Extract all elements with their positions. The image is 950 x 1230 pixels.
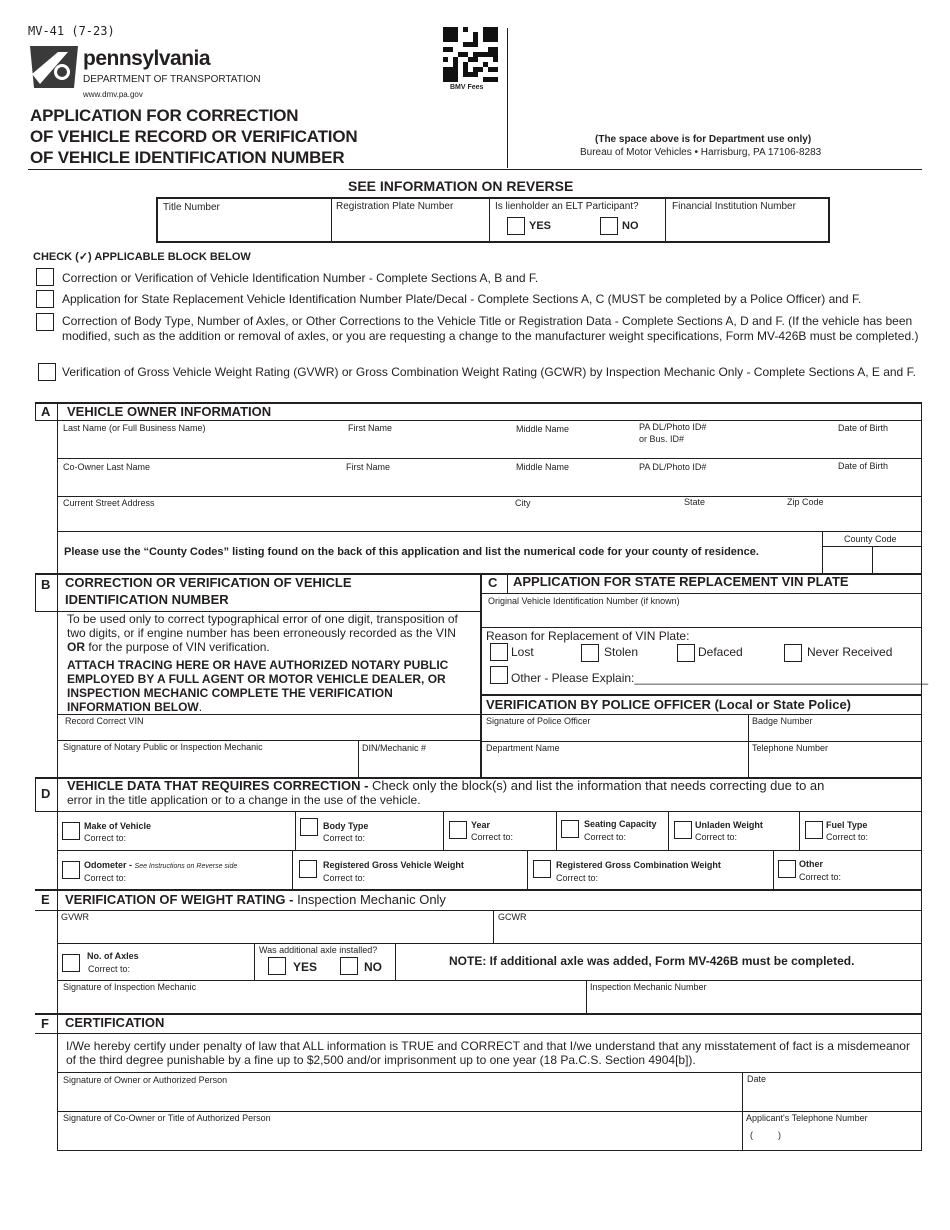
rule [35, 811, 922, 812]
elt-yes-label: YES [529, 220, 552, 232]
axle-no-label: NO [364, 960, 382, 974]
title-line-2: OF VEHICLE RECORD OR VERIFICATION [30, 127, 358, 146]
axles-label: No. of Axles [87, 951, 139, 961]
year-checkbox[interactable] [449, 821, 467, 839]
see-reverse-heading: SEE INFORMATION ON REVERSE [348, 178, 574, 194]
body-type-correct-to[interactable]: Correct to: [323, 833, 366, 843]
date-field[interactable]: Date [747, 1074, 767, 1084]
qr-caption: BMV Fees [450, 84, 484, 91]
rule [292, 850, 293, 890]
title-line-1: APPLICATION FOR CORRECTION [30, 106, 299, 125]
rule [480, 714, 922, 715]
notary-signature-field[interactable]: Signature of Notary Public or Inspection Mechanic [63, 742, 263, 752]
rule [443, 811, 444, 850]
reason-stolen-checkbox[interactable] [581, 644, 599, 662]
rule [799, 811, 800, 850]
section-d-desc-1: Check only the block(s) and list the information that needs correcting due to an [372, 778, 825, 793]
section-b-body [67, 612, 475, 654]
divider [489, 198, 490, 242]
rule [57, 889, 58, 1014]
rule [668, 811, 669, 850]
section-d-title: VEHICLE DATA THAT REQUIRES CORRECTION - [67, 778, 369, 793]
section-c-letter: C [488, 575, 498, 590]
registration-plate-field[interactable]: Registration Plate Number [336, 201, 454, 212]
section-e-letter: E [41, 892, 50, 907]
header-rule [28, 169, 922, 170]
rule [493, 910, 494, 943]
co-owner-pa-dl-field[interactable]: PA DL/Photo ID# [639, 462, 707, 472]
rgvw-correct-to[interactable]: Correct to: [323, 873, 366, 883]
city-field[interactable]: City [515, 498, 531, 508]
financial-institution-field[interactable]: Financial Institution Number [672, 201, 796, 212]
co-owner-dob-field[interactable]: Date of Birth [838, 461, 889, 471]
department-name-field[interactable]: Department Name [486, 743, 560, 753]
rule [35, 611, 57, 612]
rule [480, 593, 922, 594]
reason-stolen-label: Stolen [604, 645, 639, 659]
elt-no-label: NO [622, 220, 639, 232]
rule [507, 573, 508, 593]
applicant-phone-input[interactable]: ( ) [750, 1130, 781, 1140]
rule [254, 943, 255, 980]
rule [57, 1150, 922, 1151]
street-address-field[interactable]: Current Street Address [63, 498, 155, 508]
rule [358, 740, 359, 778]
bureau-address: Bureau of Motor Vehicles • Harrisburg, PA 17106-8283 [580, 147, 822, 158]
option-checkbox-replacement[interactable] [36, 290, 54, 308]
option-text-gvwr: Verification of Gross Vehicle Weight Rating (GVWR) or Gross Combination Weight Rating (GCWR) by Inspection Mechanic Only - Complete Sections A, E and F. [62, 365, 916, 379]
check-heading: CHECK (✓) APPLICABLE BLOCK BELOW [33, 251, 251, 263]
dob-field[interactable]: Date of Birth [838, 423, 889, 433]
record-vin-field[interactable]: Record Correct VIN [65, 716, 144, 726]
section-b-title-2: IDENTIFICATION NUMBER [65, 592, 229, 607]
police-verification-title: VERIFICATION BY POLICE OFFICER (Local or State Police) [486, 697, 852, 712]
unladen-checkbox[interactable] [674, 821, 692, 839]
option-checkbox-vin[interactable] [36, 268, 54, 286]
rule [527, 850, 528, 890]
section-b-attach-text: ATTACH TRACING HERE OR HAVE AUTHORIZED NOTARY PUBLIC EMPLOYED BY A FULL AGENT OR MOTOR VEHICLE DEALER, OR INSPECTION MECHANIC COMPLETE THE VERIFICATION INFORMATION BELOW [67, 658, 449, 714]
rgcw-checkbox[interactable] [533, 860, 551, 878]
county-code-input[interactable] [822, 546, 922, 574]
applicant-phone-label: Applicant's Telephone Number [746, 1113, 868, 1123]
replacement-reason-label: Reason for Replacement of VIN Plate: [486, 629, 690, 643]
rule [57, 1111, 922, 1112]
co-owner-middle-name-field[interactable]: Middle Name [516, 462, 570, 472]
axle-note: NOTE: If additional axle was added, Form MV-426B must be completed. [449, 954, 855, 968]
option-text-replacement: Application for State Replacement Vehicle Identification Number Plate/Decal - Complete Sections A, C (MUST be completed by a Police Officer) and F. [62, 292, 862, 306]
rule [921, 889, 922, 1014]
section-b-attach-period: . [198, 700, 203, 714]
reason-defaced-label: Defaced [698, 645, 743, 659]
website: www.dmv.pa.gov [83, 90, 143, 99]
county-note: Please use the “County Codes” listing found on the back of this application and list the numerical code for your county of residence. [64, 546, 759, 558]
rule [57, 714, 480, 715]
form-code: MV-41 (7-23) [28, 24, 115, 38]
section-b-title-1: CORRECTION OR VERIFICATION OF VEHICLE [65, 575, 352, 590]
section-a-letter: A [41, 404, 51, 419]
rule [480, 741, 922, 742]
reason-lost-label: Lost [511, 645, 534, 659]
certification-text: I/We hereby certify under penalty of law that ALL information is TRUE and CORRECT and that I/we understand that any misstatement of fact is a misdemeanor of the third degree punishable by a fine up to $2,500 and/or imprisonment up to one year (18 Pa.C.S. Section 4904[b]). [66, 1039, 910, 1067]
mechanic-signature-field[interactable]: Signature of Inspection Mechanic [63, 982, 197, 992]
elt-question: Is lienholder an ELT Participant? [495, 201, 639, 212]
rule [57, 402, 58, 574]
rule [748, 714, 749, 778]
reason-lost-checkbox[interactable] [490, 643, 508, 661]
divider [665, 198, 666, 242]
coowner-signature-field[interactable]: Signature of Co-Owner or Title of Authorized Person [63, 1113, 271, 1123]
rule [35, 402, 36, 420]
body-type-checkbox[interactable] [300, 818, 318, 836]
section-d-desc-2: error in the title application or to a change in the use of the vehicle. [67, 793, 421, 807]
mechanic-number-field[interactable]: Inspection Mechanic Number [590, 982, 707, 992]
rule [35, 777, 36, 811]
middle-name-field[interactable]: Middle Name [516, 424, 570, 434]
rule [35, 573, 36, 611]
year-correct-to[interactable]: Correct to: [471, 832, 514, 842]
option-text-vin: Correction or Verification of Vehicle Identification Number - Complete Sections A, B and F. [62, 271, 539, 285]
option-checkbox-body[interactable] [36, 313, 54, 331]
title-number-field[interactable]: Title Number [163, 202, 220, 213]
rule [57, 943, 922, 944]
rgvw-checkbox[interactable] [299, 860, 317, 878]
bus-id-label: or Bus. ID# [639, 434, 685, 444]
rule [586, 980, 587, 1014]
rule [480, 573, 482, 778]
odometer-label-group [84, 859, 237, 873]
original-vin-field[interactable]: Original Vehicle Identification Number (if known) [488, 596, 680, 606]
rule [35, 889, 922, 891]
odometer-label: Odometer - [84, 860, 133, 870]
rgcw-label: Registered Gross Combination Weight [556, 860, 721, 870]
section-b-attach [67, 658, 477, 714]
owner-signature-field[interactable]: Signature of Owner or Authorized Person [63, 1075, 228, 1085]
section-b-letter: B [41, 577, 51, 592]
section-d-letter: D [41, 786, 51, 801]
odometer-checkbox[interactable] [62, 861, 80, 879]
reason-never-received-checkbox[interactable] [784, 644, 802, 662]
body-type-label: Body Type [323, 821, 369, 831]
unladen-label: Unladen Weight [695, 820, 763, 830]
rule [57, 573, 58, 778]
option-checkbox-gvwr[interactable] [38, 363, 56, 381]
pa-dl-field[interactable]: PA DL/Photo ID# [639, 422, 707, 432]
state-name: pennsylvania [83, 47, 211, 70]
year-label: Year [471, 820, 491, 830]
rule [480, 694, 922, 696]
axle-yes-label: YES [293, 960, 318, 974]
seating-correct-to[interactable]: Correct to: [584, 832, 627, 842]
other-label: Other [799, 859, 824, 869]
telephone-number-field[interactable]: Telephone Number [752, 743, 829, 753]
section-b-body-2: for the purpose of VIN verification. [88, 640, 270, 654]
rule [57, 777, 58, 890]
rule [395, 943, 396, 980]
rgvw-label: Registered Gross Vehicle Weight [323, 860, 464, 870]
section-a-title: VEHICLE OWNER INFORMATION [67, 404, 272, 419]
reason-other-checkbox[interactable] [490, 666, 508, 684]
reason-never-received-label: Never Received [807, 645, 893, 659]
county-code-label: County Code [844, 534, 897, 544]
section-f-title: CERTIFICATION [65, 1015, 165, 1030]
fuel-correct-to[interactable]: Correct to: [826, 832, 869, 842]
odometer-note: See Instructions on Reverse side [134, 863, 238, 870]
other-checkbox[interactable] [778, 860, 796, 878]
section-e-title: VERIFICATION OF WEIGHT RATING - [65, 892, 294, 907]
rule [57, 850, 922, 851]
co-owner-last-name-field[interactable]: Co-Owner Last Name [63, 462, 151, 472]
police-signature-field[interactable]: Signature of Police Officer [486, 716, 591, 726]
elt-yes-checkbox[interactable] [507, 217, 525, 235]
reason-defaced-checkbox[interactable] [677, 644, 695, 662]
seating-checkbox[interactable] [561, 820, 579, 838]
rule [57, 740, 480, 741]
rgcw-correct-to[interactable]: Correct to: [556, 873, 599, 883]
department-name: DEPARTMENT OF TRANSPORTATION [83, 74, 261, 85]
rule [35, 910, 922, 911]
rule [295, 811, 296, 850]
axle-question: Was additional axle installed? [259, 945, 378, 955]
din-field[interactable]: DIN/Mechanic # [362, 743, 427, 753]
rule [773, 850, 774, 890]
first-name-field[interactable]: First Name [348, 423, 393, 433]
axles-checkbox[interactable] [62, 954, 80, 972]
section-d-header [67, 779, 917, 807]
title-line-3: OF VEHICLE IDENTIFICATION NUMBER [30, 148, 345, 167]
axle-yes-checkbox[interactable] [268, 957, 286, 975]
co-owner-first-name-field[interactable]: First Name [346, 462, 391, 472]
seating-label: Seating Capacity [584, 819, 657, 829]
section-f-letter: F [41, 1016, 49, 1031]
rule [57, 1072, 922, 1073]
make-checkbox[interactable] [62, 822, 80, 840]
axles-correct-to[interactable]: Correct to: [88, 964, 131, 974]
badge-number-field[interactable]: Badge Number [752, 716, 813, 726]
elt-no-checkbox[interactable] [600, 217, 618, 235]
penndot-keystone-logo [28, 44, 80, 90]
form-title [30, 105, 357, 168]
last-name-field[interactable]: Last Name (or Full Business Name) [63, 423, 206, 433]
fuel-label: Fuel Type [826, 820, 868, 830]
fuel-checkbox[interactable] [805, 821, 823, 839]
rule [35, 420, 922, 421]
department-use-note: (The space above is for Department use only) [595, 134, 812, 145]
rule [35, 1013, 922, 1015]
reason-other-label[interactable]: Other - Please Explain:____________________________________________ [511, 671, 929, 685]
make-label: Make of Vehicle [84, 821, 152, 831]
rule [57, 458, 922, 459]
section-e-header [65, 892, 446, 907]
rule [921, 777, 922, 890]
gcwr-field[interactable]: GCWR [498, 912, 527, 922]
rule [57, 980, 922, 981]
zip-field[interactable]: Zip Code [787, 497, 824, 507]
divider [331, 198, 332, 242]
axle-no-checkbox[interactable] [340, 957, 358, 975]
make-correct-to[interactable]: Correct to: [84, 833, 127, 843]
unladen-correct-to[interactable]: Correct to: [695, 832, 738, 842]
section-b-body-1: To be used only to correct typographical error of one digit, transposition of two digits, or if engine number has been erroneously recorded as the VIN [67, 612, 458, 640]
section-c-title: APPLICATION FOR STATE REPLACEMENT VIN PLATE [513, 574, 849, 589]
qr-code-icon[interactable] [443, 27, 498, 82]
header-divider [507, 28, 508, 168]
other-correct-to[interactable]: Correct to: [799, 872, 842, 882]
rule [480, 627, 922, 628]
state-field[interactable]: State [684, 497, 706, 507]
rule [57, 531, 922, 532]
section-b-body-or: OR [67, 640, 85, 654]
rule [556, 811, 557, 850]
option-text-body: Correction of Body Type, Number of Axles, or Other Corrections to the Vehicle Title or Registration Data - Complete Sections A, D and F. (If the vehicle has been modified, such as the addition or removal of axles, or you are requesting a change to the manufacturer weight specifications, Form MV-426B must be completed.) [62, 314, 919, 343]
section-e-title-rest: Inspection Mechanic Only [297, 892, 446, 907]
rule [35, 1033, 922, 1034]
odometer-correct-to[interactable]: Correct to: [84, 873, 127, 883]
gvwr-field[interactable]: GVWR [61, 912, 89, 922]
